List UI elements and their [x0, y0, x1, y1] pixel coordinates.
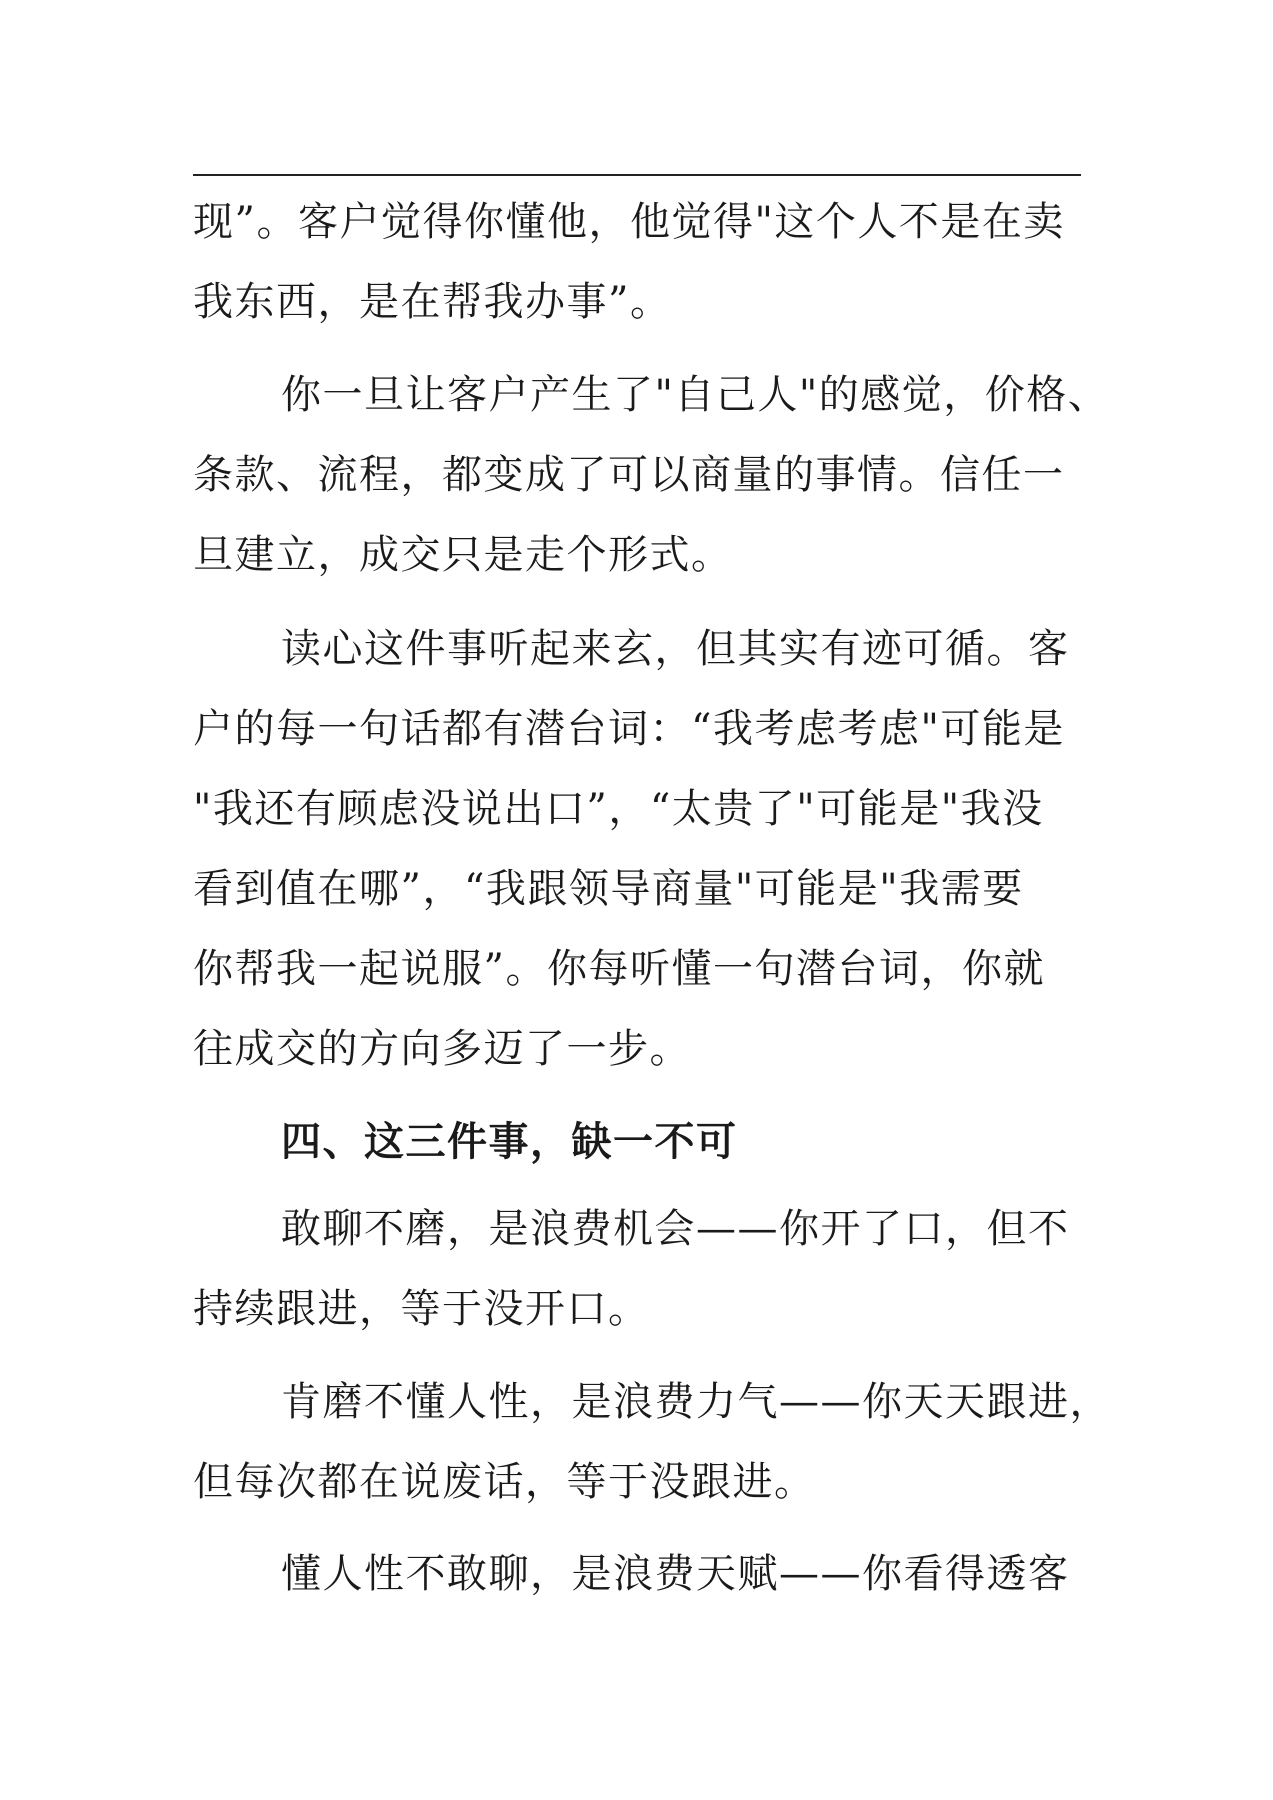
- paragraph-line: 旦建立，成交只是走个形式。: [193, 532, 733, 578]
- paragraph-line: 但每次都在说废话，等于没跟进。: [193, 1459, 816, 1505]
- paragraph-line: 持续跟进，等于没开口。: [193, 1286, 650, 1332]
- paragraph-line: 你一旦让客户产生了"自己人"的感觉，价格、: [281, 372, 1110, 418]
- paragraph-line: 敢聊不磨，是浪费机会——你开了口，但不: [281, 1206, 1070, 1252]
- paragraph-line: 懂人性不敢聊，是浪费天赋——你看得透客: [281, 1551, 1070, 1597]
- paragraph-line: "我还有顾虑没说出口”，“太贵了"可能是"我没: [193, 786, 1044, 832]
- paragraph-line: 往成交的方向多迈了一步。: [193, 1026, 691, 1072]
- paragraph-line: 你帮我一起说服”。你每听懂一句潜台词，你就: [193, 946, 1045, 992]
- paragraph-line: 我东西，是在帮我办事”。: [193, 279, 672, 325]
- paragraph-line: 条款、流程，都变成了可以商量的事情。信任一: [193, 452, 1065, 498]
- paragraph-line: 户的每一句话都有潜台词：“我考虑考虑"可能是: [193, 706, 1065, 752]
- paragraph-line: 肯磨不懂人性，是浪费力气——你天天跟进，: [281, 1379, 1111, 1425]
- header-rule: [193, 174, 1081, 176]
- section-heading: 四、这三件事，缺一不可: [281, 1118, 738, 1165]
- paragraph-line: 看到值在哪”，“我跟领导商量"可能是"我需要: [193, 866, 1024, 912]
- paragraph-line: 现”。客户觉得你懂他，他觉得"这个人不是在卖: [193, 199, 1065, 245]
- paragraph-line: 读心这件事听起来玄，但其实有迹可循。客: [281, 626, 1070, 672]
